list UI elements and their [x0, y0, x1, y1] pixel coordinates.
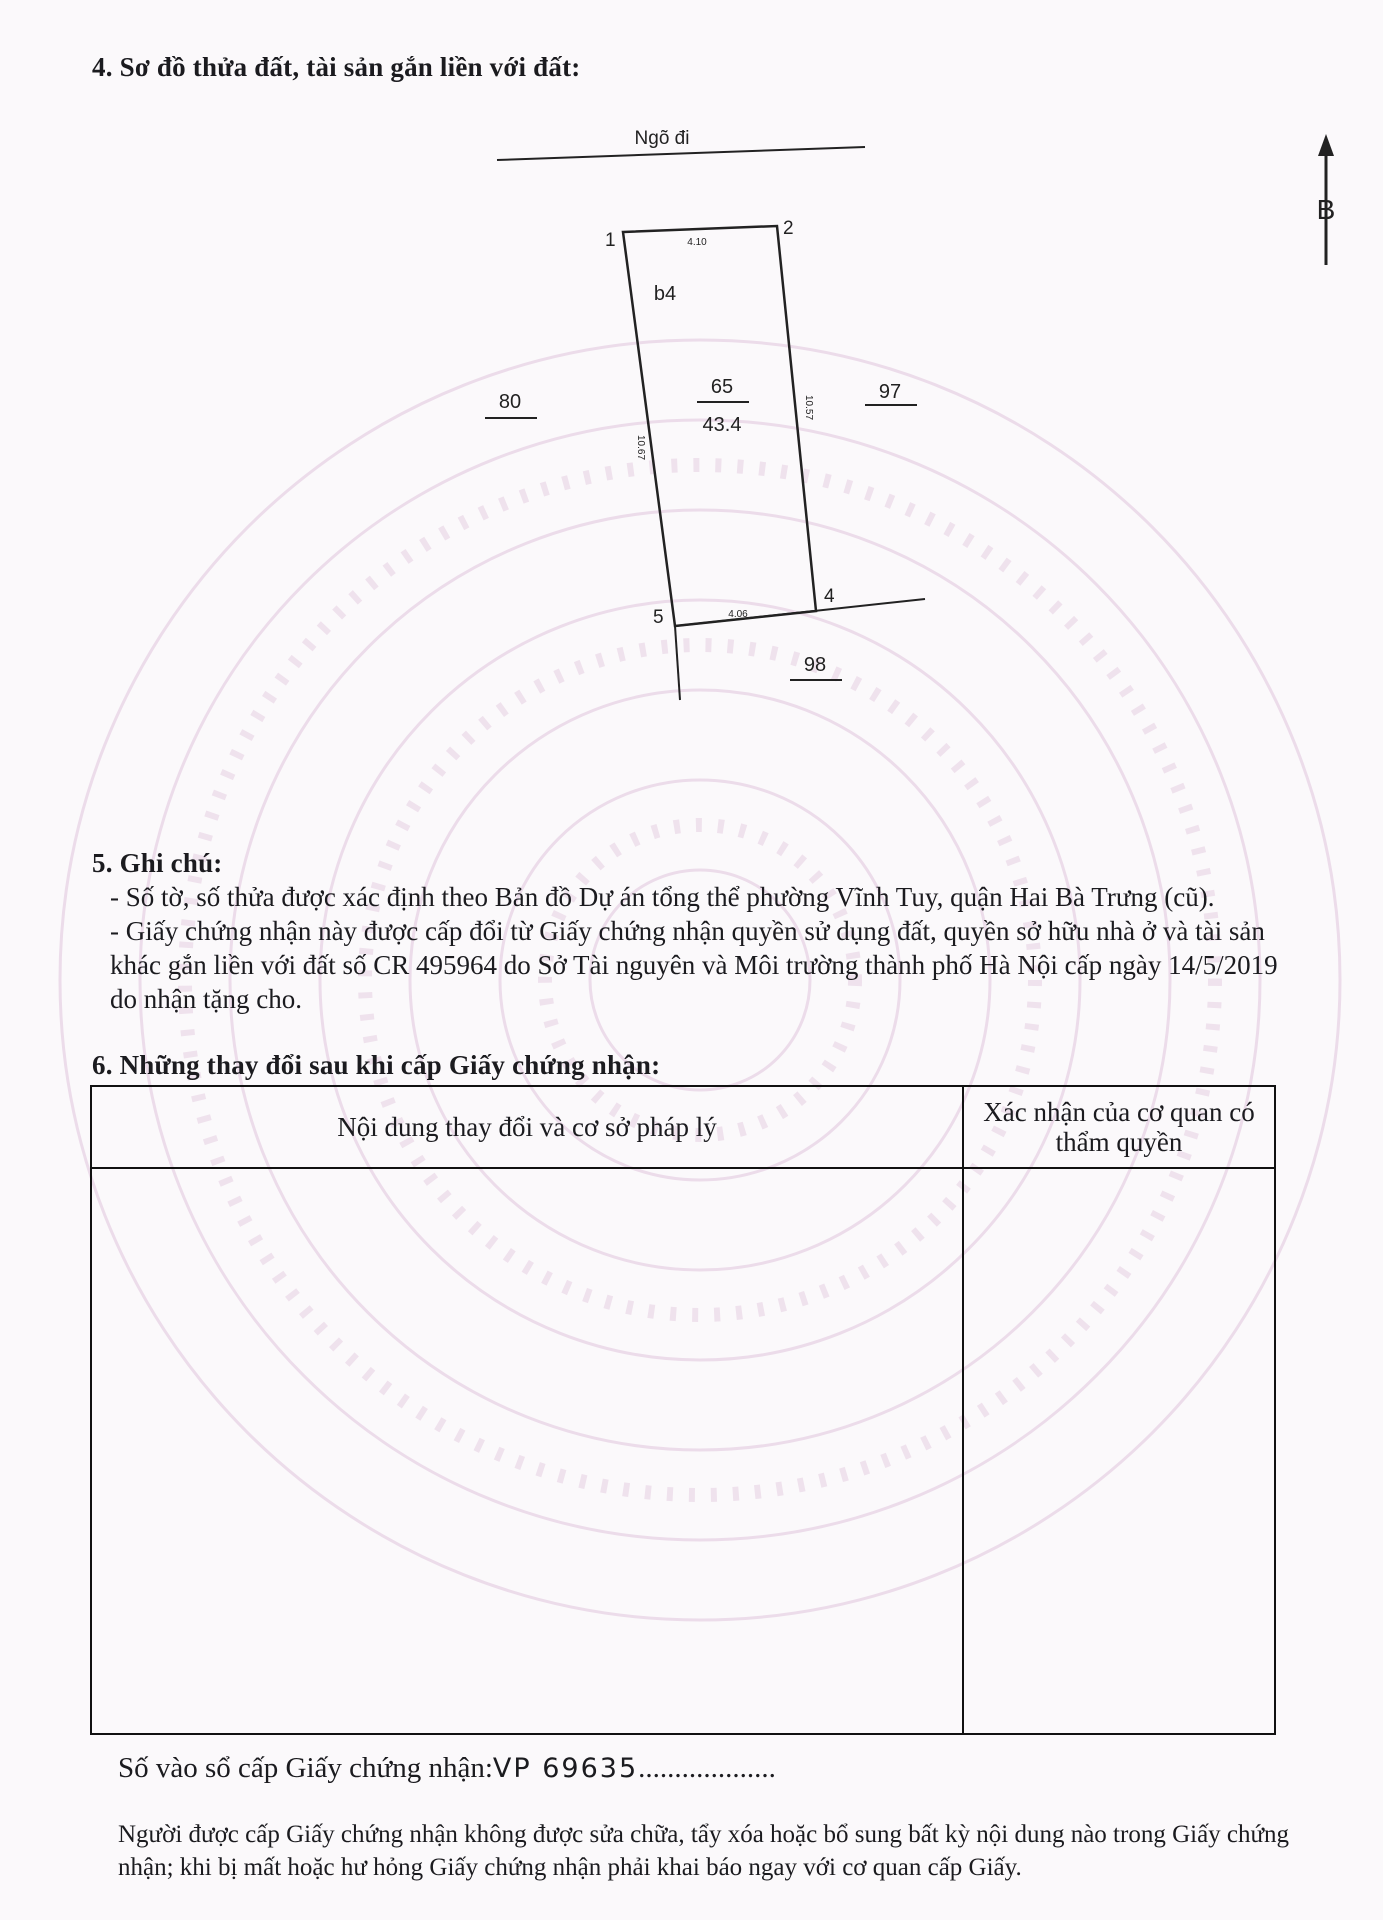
edge-bottom-length: 4.06 — [728, 609, 748, 620]
section-5-heading: 5. Ghi chú: — [92, 848, 223, 878]
parcel-number: 65 — [710, 376, 734, 398]
edge-left-length: 10.67 — [635, 435, 646, 461]
parcel-sketch — [0, 0, 1383, 800]
changes-table — [90, 1085, 1276, 1735]
section-6-heading: 6. Những thay đổi sau khi cấp Giấy chứng nhận: — [92, 1050, 661, 1080]
edge-top-length: 4.10 — [687, 237, 707, 248]
neighbor-south: 98 — [803, 654, 827, 676]
block-label: b4 — [653, 283, 677, 305]
section-4-heading: 4. Sơ đồ thửa đất, tài sản gắn liền với đất: — [92, 52, 581, 82]
parcel-area: 43.4 — [702, 414, 742, 436]
footer-note: Người được cấp Giấy chứng nhận không được sửa chữa, tẩy xóa hoặc bổ sung bất kỳ nội dung nào trong Giấy chứng nhận; khi bị mất hoặc hư hỏng Giấy chứng nhận phải khai báo ngay với cơ quan cấp Giấy. — [118, 1821, 1290, 1881]
corner-5: 5 — [653, 607, 664, 628]
north-label: B — [1316, 194, 1336, 225]
column-header-content: Nội dung thay đổi và cơ sở pháp lý — [91, 1086, 963, 1168]
road-label: Ngõ đi — [634, 128, 690, 149]
registration-line — [118, 1752, 776, 1785]
change-content-cell — [91, 1168, 963, 1734]
edge-right-length: 10.57 — [803, 395, 814, 421]
registration-dots: ................... — [638, 1752, 776, 1784]
registration-label: Số vào sổ cấp Giấy chứng nhận: — [118, 1752, 493, 1784]
corner-4: 4 — [824, 586, 835, 607]
column-header-confirmation: Xác nhận của cơ quan có thẩm quyền — [963, 1086, 1275, 1168]
neighbor-east: 97 — [878, 381, 902, 403]
corner-1: 1 — [605, 230, 616, 251]
registration-number: VP 69635 — [492, 1753, 639, 1784]
corner-2: 2 — [783, 218, 794, 239]
notes-list — [110, 880, 1310, 1016]
neighbor-west: 80 — [498, 391, 522, 413]
note-item: - Giấy chứng nhận này được cấp đổi từ Giấy chứng nhận quyền sử dụng đất, quyền sở hữu nhà ở và tài sản khác gắn liền với đất số CR 495964 do Sở Tài nguyên và Môi trường thành phố Hà Nội cấp ngày 14/5/2019 do nhận tặng cho. — [110, 916, 1278, 1014]
confirmation-cell — [963, 1168, 1275, 1734]
note-item: - Số tờ, số thửa được xác định theo Bản đồ Dự án tổng thể phường Vĩnh Tuy, quận Hai Bà Trưng (cũ). — [110, 882, 1215, 912]
